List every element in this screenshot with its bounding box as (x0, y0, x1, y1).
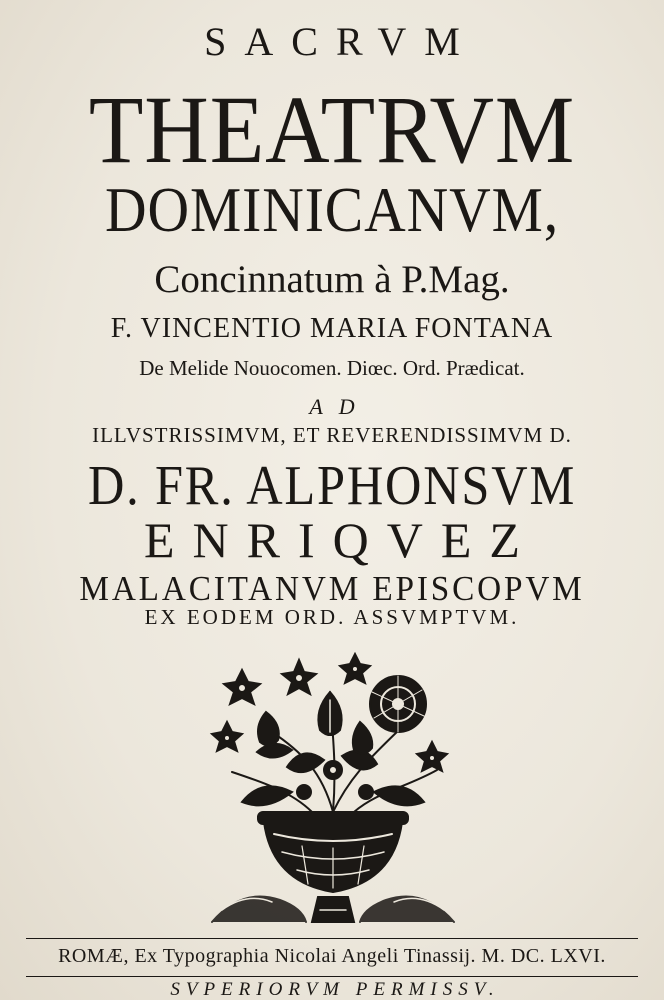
dedication-ad: AD (309, 394, 371, 419)
title-line-sacrum: SACRVM (204, 19, 478, 64)
dedicatee-order: EX EODEM ORD. ASSVMPTVM. (144, 605, 520, 629)
imprint-bottom-rule (26, 976, 638, 977)
title-line-dominicanum: DOMINICANVM, (105, 174, 559, 245)
imprint-line: ROMÆ, Ex Typographia Nicolai Angeli Tinassij. M. DC. LXVI. (58, 945, 606, 967)
dedication-honorific: ILLVSTRISSIMVM, ET REVERENDISSIMVM D. (92, 423, 572, 447)
compiler-line: Concinnatum à P.Mag. (154, 258, 510, 301)
title-line-theatrum: THEATRVM (88, 76, 576, 183)
imprint-top-rule (26, 938, 638, 939)
permission-line: SVPERIORVM PERMISSV. (170, 979, 500, 1000)
dedicatee-name: D. FR. ALPHONSVM (87, 455, 577, 517)
dedicatee-surname: ENRIQVEZ (144, 512, 538, 568)
author-origin: De Melide Nouocomen. Diœc. Ord. Prædicat. (139, 356, 525, 380)
dedicatee-title: MALACITANVM EPISCOPVM (79, 569, 585, 608)
author-name: F. VINCENTIO MARIA FONTANA (110, 313, 554, 344)
flower-vase-woodcut-icon (202, 652, 464, 934)
